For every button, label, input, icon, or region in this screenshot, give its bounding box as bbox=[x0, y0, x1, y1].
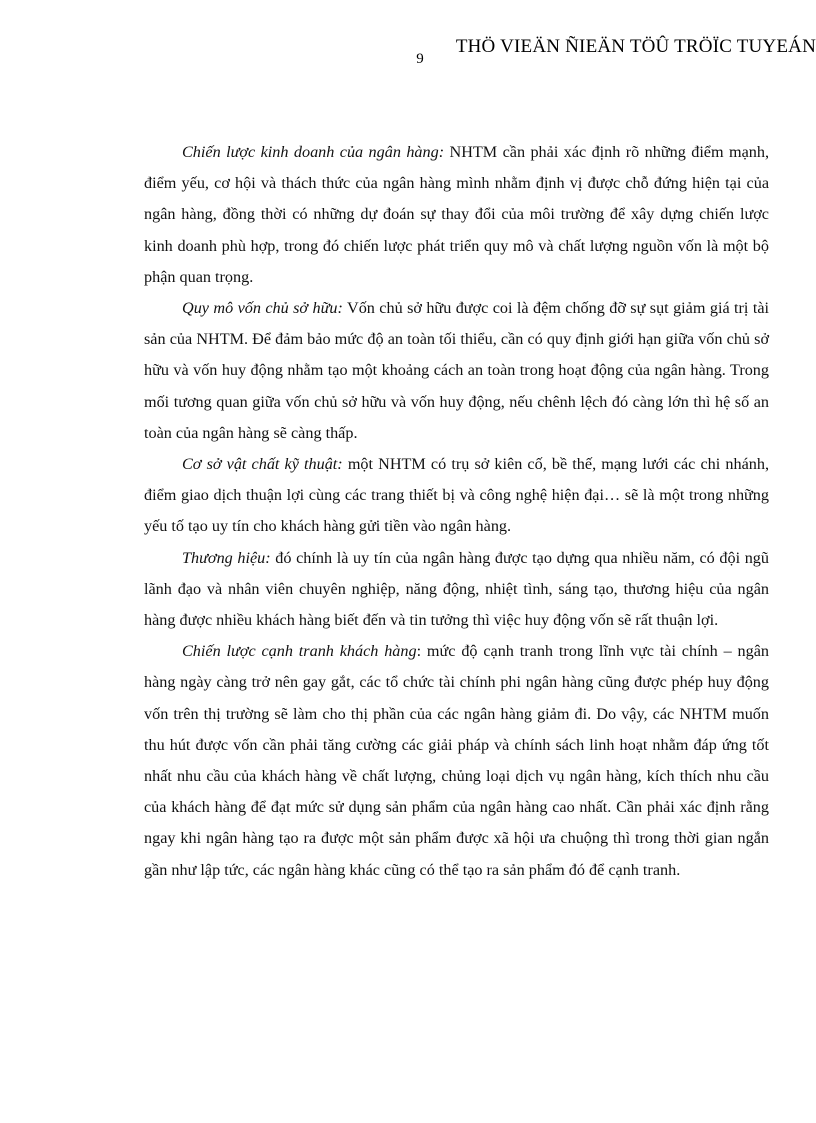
paragraph-lead: Cơ sở vật chất kỹ thuật: bbox=[182, 455, 343, 474]
document-body bbox=[144, 137, 769, 886]
paragraph-text: NHTM cần phải xác định rõ những điểm mạnh, điểm yếu, cơ hội và thách thức của ngân hàng mình nhằm định vị được chỗ đứng hiện tại của ngân hàng, đồng thời có những dự đoán sự thay đổi của môi trường để xây dựng chiến lược kinh doanh phù hợp, trong đó chiến lược phát triển quy mô và chất lượng nguồn vốn là một bộ phận quan trọng. bbox=[144, 143, 770, 286]
paragraph-text: đó chính là uy tín của ngân hàng được tạo dựng qua nhiều năm, có đội ngũ lãnh đạo và nhân viên chuyên nghiệp, năng động, nhiệt tình, sáng tạo, thương hiệu của ngân hàng được nhiều khách hàng biết đến và tin tưởng thì việc huy động vốn sẽ rất thuận lợi. bbox=[144, 548, 769, 630]
paragraph-lead: Chiến lược cạnh tranh khách hàng bbox=[182, 642, 417, 661]
paragraph-infrastructure bbox=[144, 449, 769, 543]
paragraph-lead: Chiến lược kinh doanh của ngân hàng: bbox=[182, 143, 445, 161]
paragraph-competition-strategy bbox=[144, 636, 769, 886]
paragraph-business-strategy bbox=[144, 137, 769, 293]
paragraph-equity-scale bbox=[144, 293, 769, 449]
paragraph-text: một NHTM có trụ sở kiên cố, bề thế, mạng lưới các chi nhánh, điểm giao dịch thuận lợi cùng các trang thiết bị và công nghệ hiện đại… sẽ là một trong những yếu tố tạo uy tín cho khách hàng gửi tiền vào ngân hàng. bbox=[144, 455, 769, 536]
paragraph-brand bbox=[144, 543, 769, 637]
paragraph-lead: Thương hiệu: bbox=[182, 548, 271, 567]
library-header-title: THÖ VIEÄN ÑIEÄN TÖÛ TRÖÏC TUYEÁN bbox=[455, 36, 816, 57]
paragraph-text: : mức độ cạnh tranh trong lĩnh vực tài chính – ngân hàng ngày càng trở nên gay gắt, các tổ chức tài chính phi ngân hàng cũng được phép huy động vốn trên thị trường sẽ làm cho thị phần của các ngân hàng giảm đi. Do vậy, các NHTM muốn thu hút được vốn cần phải tăng cường các giải pháp và chính sách linh hoạt nhằm đáp ứng tốt nhất nhu cầu của khách hàng về chất lượng, chủng loại dịch vụ ngân hàng, kích thích nhu cầu của khách hàng để đạt mức sử dụng sản phẩm của ngân hàng cao nhất. Cần phải xác định rằng ngay khi ngân hàng tạo ra được một sản phẩm được xã hội ưa chuộng thì trong thời gian ngắn gần như lập tức, các ngân hàng khác cũng có thể tạo ra sản phẩm đó để cạnh tranh. bbox=[144, 642, 769, 879]
paragraph-text: Vốn chủ sở hữu được coi là đệm chống đỡ sự sụt giảm giá trị tài sản của NHTM. Để đảm bảo mức độ an toàn tối thiểu, cần có quy định giới hạn giữa vốn chủ sở hữu và vốn huy động nhằm tạo một khoảng cách an toàn trong hoạt động của ngân hàng. Trong mối tương quan giữa vốn chủ sở hữu và vốn huy động, nếu chênh lệch đó càng lớn thì hệ số an toàn của ngân hàng sẽ càng thấp. bbox=[144, 299, 770, 442]
paragraph-lead: Quy mô vốn chủ sở hữu: bbox=[182, 299, 343, 318]
page-number: 9 bbox=[416, 51, 424, 67]
